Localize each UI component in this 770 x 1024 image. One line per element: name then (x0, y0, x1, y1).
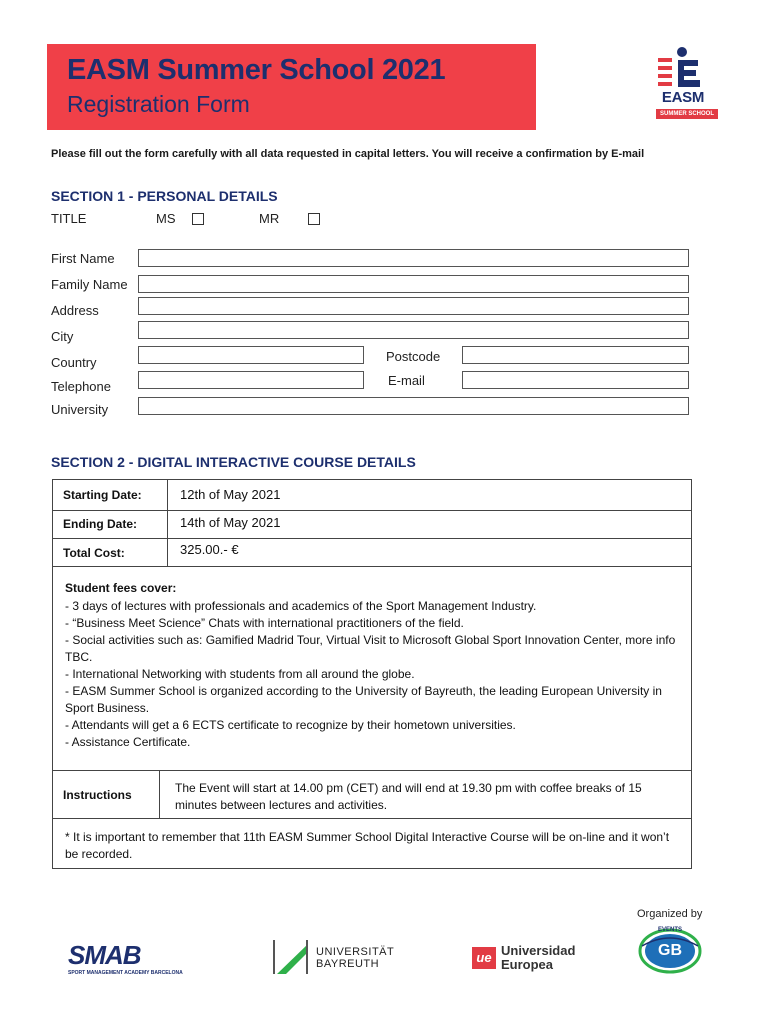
postcode-label: Postcode (386, 349, 441, 364)
page-title: EASM Summer School 2021 (67, 54, 446, 86)
smab-logo (68, 942, 203, 976)
telephone-field[interactable] (138, 371, 364, 389)
bayreuth-logo (272, 938, 402, 978)
university-field[interactable] (138, 397, 689, 415)
student-fees-block (65, 580, 685, 751)
fees-heading: Student fees cover: (65, 581, 177, 595)
fees-item: - Assistance Certificate. (65, 735, 191, 749)
fees-item: - 3 days of lectures with professionals and academics of the Sport Management Industry. (65, 599, 537, 613)
ue-line1: Universidad (501, 943, 576, 958)
email-label: E-mail (388, 373, 425, 388)
page-subtitle: Registration Form (67, 91, 250, 117)
organized-by-label: Organized by (637, 908, 703, 920)
ue-mark-icon: ue (472, 947, 496, 969)
header-banner (47, 44, 536, 130)
title-option-ms-label: MS (156, 211, 176, 226)
gb-logo-text: GB (658, 942, 682, 959)
ms-checkbox[interactable] (192, 213, 204, 225)
country-label: Country (51, 355, 97, 370)
section2-heading: SECTION 2 - DIGITAL INTERACTIVE COURSE DETAILS (51, 454, 416, 470)
gb-events-logo (636, 926, 704, 974)
fees-item: - International Networking with students from all around the globe. (65, 667, 415, 681)
fees-item: - EASM Summer School is organized according to the University of Bayreuth, the leading European University in Sport Business. (65, 684, 662, 715)
city-label: City (51, 329, 74, 344)
title-label: TITLE (51, 211, 87, 226)
ue-line2: Europea (501, 957, 554, 972)
section1-heading: SECTION 1 - PERSONAL DETAILS (51, 188, 278, 204)
total-cost-value: 325.00.- € (180, 542, 239, 557)
easm-logo-text: EASM (661, 89, 705, 106)
first-name-label: First Name (51, 251, 115, 266)
gb-logo-arc-text: EVENTS (657, 927, 682, 933)
mr-checkbox[interactable] (308, 213, 320, 225)
instructions-text: The Event will start at 14.00 pm (CET) and will end at 19.30 pm with coffee breaks of 15 minutes between lectures and activities. (175, 781, 642, 812)
university-label: University (51, 402, 109, 417)
address-field[interactable] (138, 297, 689, 315)
family-name-label: Family Name (51, 277, 128, 292)
email-field[interactable] (462, 371, 689, 389)
ending-date-value: 14th of May 2021 (180, 515, 281, 530)
bayreuth-mark-icon (272, 938, 310, 976)
country-field[interactable] (138, 346, 364, 364)
starting-date-value: 12th of May 2021 (180, 487, 281, 502)
ending-date-label: Ending Date: (63, 517, 137, 531)
course-details-table (52, 479, 692, 869)
easm-mark-icon (652, 46, 722, 90)
starting-date-label: Starting Date: (63, 488, 142, 502)
family-name-field[interactable] (138, 275, 689, 293)
intro-text: Please fill out the form carefully with all data requested in capital letters. You will receive a confirmation by E-mail (51, 148, 645, 160)
instructions-label: Instructions (63, 788, 132, 802)
bayreuth-line2: BAYREUTH (316, 958, 380, 970)
city-field[interactable] (138, 321, 689, 339)
postcode-field[interactable] (462, 346, 689, 364)
recording-note: * It is important to remember that 11th EASM Summer School Digital Interactive Course will be on-line and it won’t be recorded. (65, 830, 670, 861)
easm-logo-badge: SUMMER SCHOOL (656, 109, 718, 119)
easm-logo (652, 46, 722, 124)
universidad-europea-logo (472, 944, 592, 974)
fees-item: - Social activities such as: Gamified Madrid Tour, Virtual Visit to Microsoft Global Sport Innovation Center, more info TBC. (65, 633, 676, 664)
title-option-mr-label: MR (259, 211, 280, 226)
fees-item: - Attendants will get a 6 ECTS certificate to recognize by their hometown universities. (65, 718, 516, 732)
total-cost-label: Total Cost: (63, 546, 125, 560)
first-name-field[interactable] (138, 249, 689, 267)
smab-logo-text: SMAB (68, 940, 141, 970)
telephone-label: Telephone (51, 379, 111, 394)
smab-logo-subtitle: SPORT MANAGEMENT ACADEMY BARCELONA (68, 970, 183, 976)
address-label: Address (51, 303, 99, 318)
bayreuth-line1: UNIVERSITÄT (316, 946, 395, 958)
fees-item: - “Business Meet Science” Chats with international practitioners of the field. (65, 616, 464, 630)
